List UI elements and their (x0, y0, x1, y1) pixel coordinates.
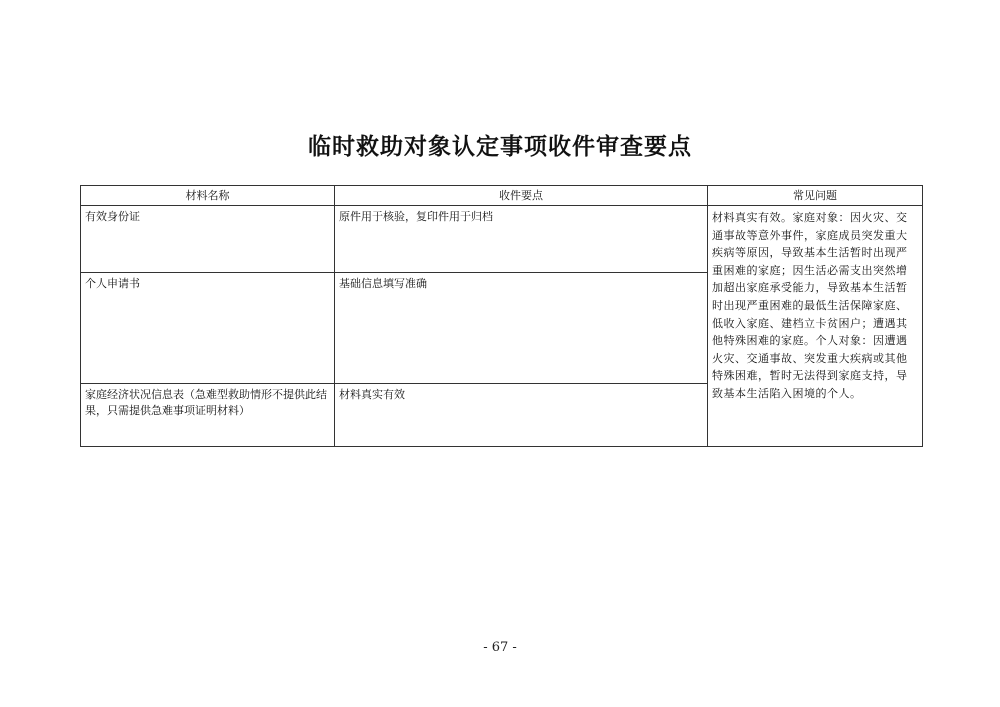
points-cell: 材料真实有效 (335, 384, 708, 447)
material-cell: 有效身份证 (81, 206, 335, 273)
material-cell: 个人申请书 (81, 273, 335, 384)
header-material-name: 材料名称 (81, 186, 335, 206)
review-table (80, 185, 923, 447)
page-number: - 67 - (483, 640, 517, 655)
table-header-row (81, 186, 923, 206)
material-cell: 家庭经济状况信息表（急难型救助情形不提供此结果，只需提供急难事项证明材料） (81, 384, 335, 447)
points-cell: 原件用于核验，复印件用于归档 (335, 206, 708, 273)
table-row (81, 206, 923, 273)
common-issues-cell: 材料真实有效。家庭对象：因火灾、交通事故等意外事件，家庭成员突发重大疾病等原因，导致基本生活暂时出现严重困难的家庭；因生活必需支出突然增加超出家庭承受能力，导致基本生活暂时出现严重困难的最低生活保障家庭、低收入家庭、建档立卡贫困户；遭遇其他特殊困难的家庭。个人对象：因遭遇火灾、交通事故、突发重大疾病或其他特殊困难，暂时无法得到家庭支持，导致基本生活陷入困境的个人。 (708, 206, 923, 447)
page-title: 临时救助对象认定事项收件审查要点 (308, 133, 692, 160)
header-key-points: 收件要点 (335, 186, 708, 206)
points-cell: 基础信息填写准确 (335, 273, 708, 384)
header-common-issues: 常见问题 (708, 186, 923, 206)
